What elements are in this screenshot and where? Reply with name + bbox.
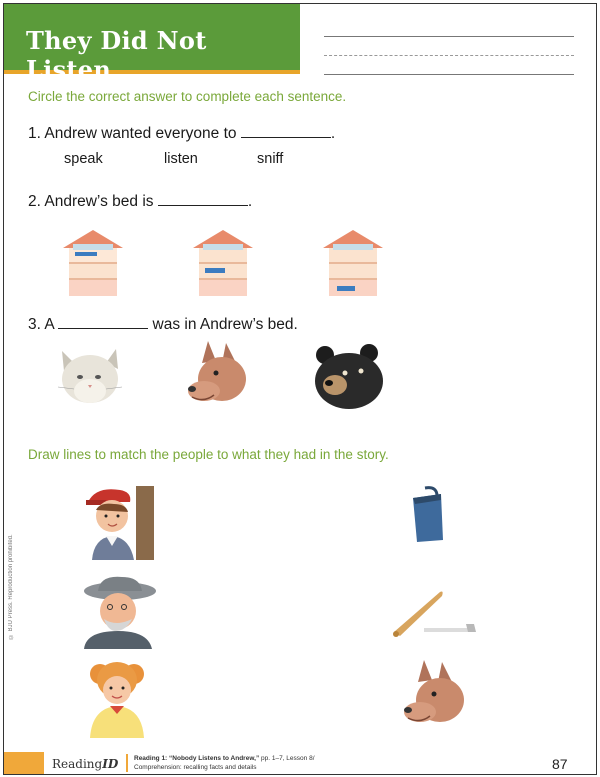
house-icon[interactable] (191, 228, 255, 296)
brand-reading: Reading (52, 757, 103, 771)
answer-blank-1[interactable] (241, 123, 331, 138)
footer-divider (126, 754, 128, 772)
question-1 (28, 123, 335, 143)
cat-icon[interactable] (54, 341, 126, 409)
instruction-circle: Circle the correct answer to complete each sentence. (28, 89, 347, 104)
question-2-prefix: 2. Andrew’s bed is (28, 193, 154, 210)
footer-accent-bar (4, 752, 44, 774)
name-writing-lines (324, 36, 574, 75)
brand-id: ID (102, 757, 119, 771)
writing-line-bottom (324, 74, 574, 75)
question-3 (28, 314, 298, 334)
dog-icon[interactable] (186, 337, 250, 409)
house-icon[interactable] (321, 228, 385, 296)
choice-sniff[interactable]: sniff (257, 151, 284, 167)
title-banner (4, 4, 300, 84)
boy-icon[interactable] (86, 486, 156, 560)
answer-blank-3[interactable] (58, 314, 148, 329)
question-2-suffix: . (247, 193, 253, 210)
footer-lesson-info (134, 755, 315, 762)
footer-lesson-pages: pp. 1–7, Lesson 8/ (259, 755, 315, 762)
footer-brand (52, 757, 118, 771)
dustpan-icon[interactable] (407, 484, 447, 544)
man-icon[interactable] (82, 575, 160, 649)
question-3-suffix: was in Andrew’s bed. (152, 316, 298, 333)
bat-icon[interactable] (390, 588, 482, 640)
question-3-prefix: 3. A (28, 316, 54, 333)
footer-lesson-title: Reading 1: “Nobody Listens to Andrew,” (134, 755, 260, 762)
bear-icon[interactable] (309, 341, 387, 411)
question-1-prefix: 1. Andrew wanted everyone to (28, 125, 237, 142)
writing-line-mid (324, 55, 574, 56)
worksheet-page (3, 3, 597, 775)
dog-icon[interactable] (402, 656, 468, 730)
footer-skill-info: Comprehension: recalling facts and details (134, 764, 257, 771)
house-icon[interactable] (61, 228, 125, 296)
girl-icon[interactable] (86, 658, 148, 738)
copyright-credit: © BJU Press. Reproduction prohibited. (8, 534, 14, 639)
choice-speak[interactable]: speak (64, 151, 103, 167)
question-1-suffix: . (330, 125, 336, 142)
writing-line-top (324, 36, 574, 37)
instruction-match: Draw lines to match the people to what they had in the story. (28, 447, 389, 462)
choice-listen[interactable]: listen (164, 151, 198, 167)
page-title: They Did Not Listen (26, 26, 207, 84)
answer-blank-2[interactable] (158, 191, 248, 206)
question-2 (28, 191, 252, 211)
page-number: 87 (552, 756, 568, 772)
